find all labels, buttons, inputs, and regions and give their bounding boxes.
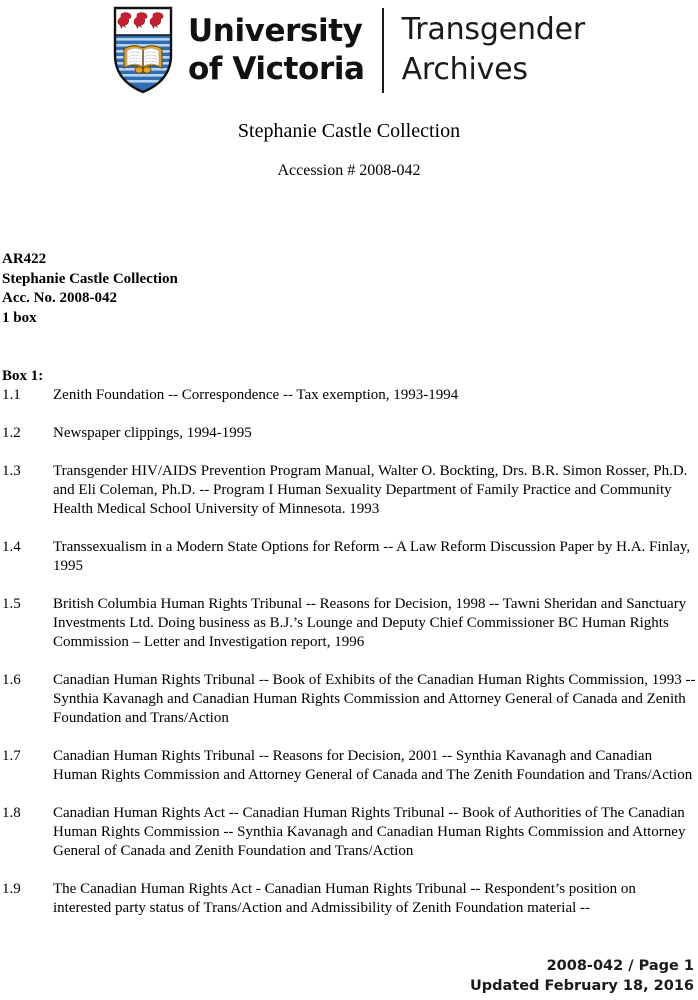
file-number: 1.6 xyxy=(2,672,21,688)
ident-line-accession-number: Acc. No. 2008-042 xyxy=(2,290,117,306)
file-description: Transgender HIV/AIDS Prevention Program Manual, Walter O. Bockting, Drs. B.R. Simon Rosser, Ph.D. and Eli Coleman, Ph.D. -- Program I Human Sexuality Department of Family Practice and Community Health Medical School University of Minnesota. 1993 xyxy=(53,463,688,517)
list-item xyxy=(2,462,696,519)
list-item xyxy=(2,880,696,918)
wordmark-line-1: University xyxy=(188,13,363,49)
file-number: 1.9 xyxy=(2,881,21,897)
file-number: 1.8 xyxy=(2,805,21,821)
ident-line-collection-title: Stephanie Castle Collection xyxy=(2,270,178,287)
box-heading: Box 1: xyxy=(2,368,44,384)
uvic-crest-icon xyxy=(112,5,174,95)
file-description: The Canadian Human Rights Act - Canadian Human Rights Tribunal -- Respondent’s position on interested party status of Trans/Action and Admissibility of Zenith Foundation material -- xyxy=(53,881,636,916)
uvic-wordmark xyxy=(188,12,365,88)
file-number: 1.7 xyxy=(2,748,21,764)
file-list xyxy=(2,386,696,937)
file-number: 1.5 xyxy=(2,596,21,612)
list-item xyxy=(2,804,696,861)
footer-accession-page: 2008-042 / Page 1 xyxy=(546,958,694,974)
ident-line-extent: 1 box xyxy=(2,309,37,326)
ident-line-reference-code: AR422 xyxy=(2,251,47,267)
list-item xyxy=(2,671,696,728)
file-description: Transsexualism in a Modern State Options for Reform -- A Law Reform Discussion Paper by H.A. Finlay, 1995 xyxy=(53,539,691,574)
file-description: Canadian Human Rights Act -- Canadian Human Rights Tribunal -- Book of Authorities of The Canadian Human Rights Commission -- Synthia Kavanagh and Canadian Human Rights Commission and Attorney General of Canada and Zenith Foundation and Trans/Action xyxy=(53,805,686,859)
file-description: Newspaper clippings, 1994-1995 xyxy=(53,425,252,441)
file-number: 1.4 xyxy=(2,539,21,555)
transgender-archives-name xyxy=(402,10,585,90)
file-number: 1.1 xyxy=(2,387,21,403)
file-number: 1.3 xyxy=(2,463,21,479)
list-item xyxy=(2,386,696,405)
file-description: Zenith Foundation -- Correspondence -- Tax exemption, 1993-1994 xyxy=(53,387,459,403)
list-item xyxy=(2,747,696,785)
list-item xyxy=(2,424,696,443)
vertical-divider-icon xyxy=(382,8,384,93)
identification-block xyxy=(2,250,178,328)
unit-line-2: Archives xyxy=(401,52,528,87)
letterhead xyxy=(0,0,698,100)
page-title: Stephanie Castle Collection xyxy=(237,120,461,142)
list-item xyxy=(2,538,696,576)
file-number: 1.2 xyxy=(2,425,21,441)
file-description: Canadian Human Rights Tribunal -- Book of Exhibits of the Canadian Human Rights Commission, 1993 -- Synthia Kavanagh and Canadian Human Rights Commission and Attorney General of Canada and Zenith Foundation and Trans/Action xyxy=(53,672,696,726)
list-item xyxy=(2,595,696,652)
unit-line-1: Transgender xyxy=(401,12,586,47)
accession-subtitle: Accession # 2008-042 xyxy=(277,162,421,179)
uvic-transgender-archives-logo xyxy=(112,4,585,96)
wordmark-line-2: of Victoria xyxy=(188,51,365,87)
file-description: Canadian Human Rights Tribunal -- Reasons for Decision, 2001 -- Synthia Kavanagh and Canadian Human Rights Commission and Attorney General of Canada and The Zenith Foundation and Trans/Action xyxy=(53,748,693,783)
page-footer xyxy=(470,956,694,996)
footer-updated-date: Updated February 18, 2016 xyxy=(469,978,694,994)
file-description: British Columbia Human Rights Tribunal -- Reasons for Decision, 1998 -- Tawni Sheridan and Sanctuary Investments Ltd. Doing business as B.J.’s Lounge and Deputy Chief Commissioner BC Human Rights Commission – Letter and Investigation report, 1996 xyxy=(53,596,687,650)
